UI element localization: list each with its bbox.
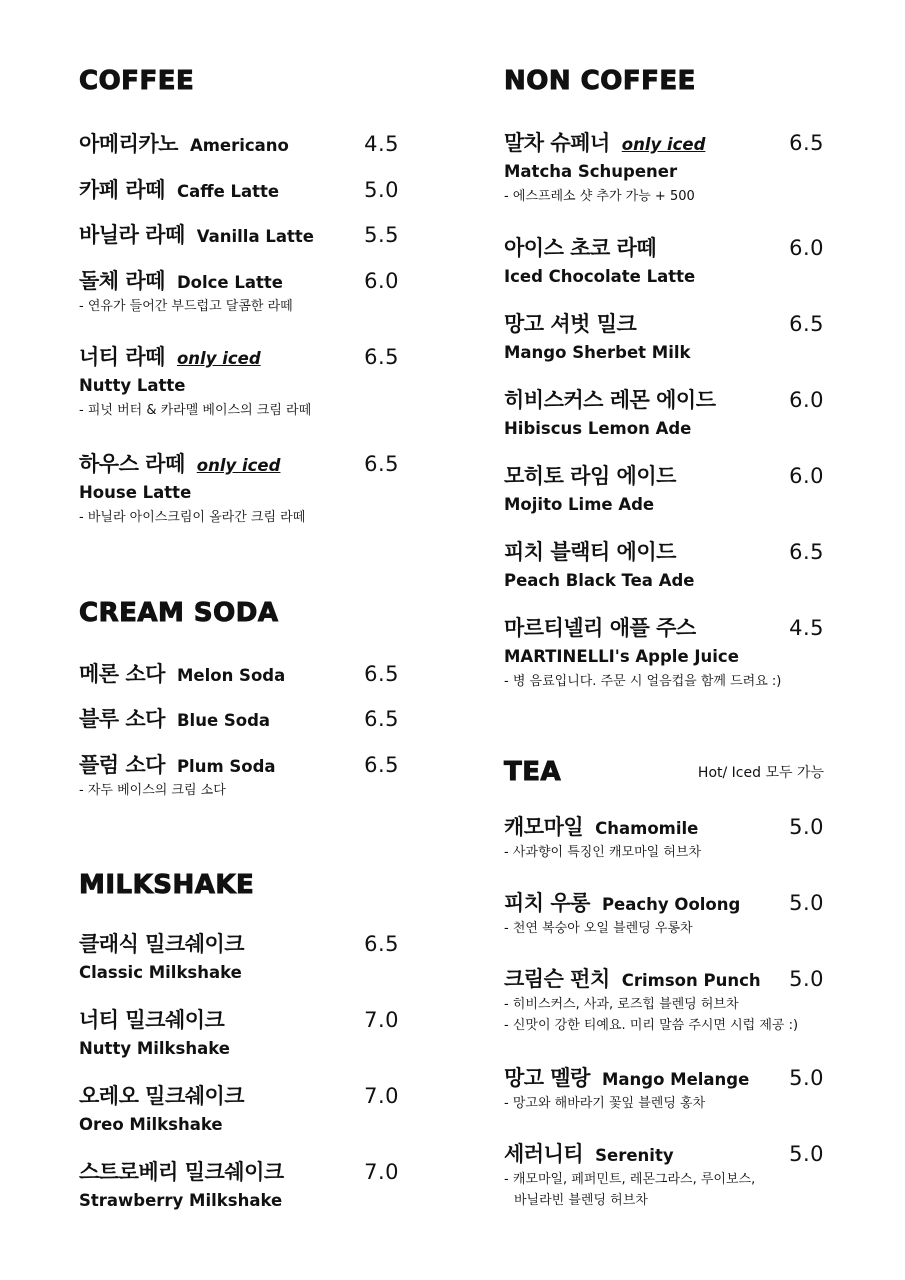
menu-item [79, 703, 409, 733]
menu-item [79, 1004, 409, 1058]
item-name-ko: 메론 소다 [79, 662, 165, 686]
item-name-ko: 망고 셔벗 밀크 [504, 312, 637, 336]
item-price: 6.5 [364, 932, 399, 956]
menu-item [79, 341, 409, 422]
item-description: - 히비스커스, 사과, 로즈힙 블렌딩 허브차 [504, 997, 739, 1012]
menu-item [504, 811, 834, 864]
item-price: 7.0 [364, 1084, 399, 1108]
item-price: 6.5 [789, 131, 824, 155]
section-non-coffee [504, 66, 834, 96]
item-name-en: House Latte [79, 483, 192, 502]
item-name-en: Oreo Milkshake [79, 1115, 223, 1134]
item-name-en: Serenity [595, 1146, 674, 1165]
item-name-ko: 피치 우롱 [504, 891, 590, 915]
only-iced-tag: only iced [621, 135, 706, 154]
item-price: 6.0 [789, 236, 824, 260]
item-description: - 사과향이 특징인 캐모마일 허브차 [504, 845, 702, 860]
item-name-en: Peachy Oolong [601, 895, 741, 914]
menu-item [504, 127, 834, 208]
menu-item [504, 308, 834, 362]
menu-item [79, 219, 409, 249]
menu-item [504, 384, 834, 438]
item-description: - 캐모마일, 페퍼민트, 레몬그라스, 루이보스, [504, 1172, 756, 1187]
item-name-en: Melon Soda [176, 666, 286, 685]
item-name-ko: 크림슨 펀치 [504, 967, 610, 991]
menu-item [79, 658, 409, 688]
item-price: 5.0 [364, 178, 399, 202]
section-title: COFFEE [79, 66, 195, 96]
item-price: 6.5 [364, 707, 399, 731]
item-name-ko: 망고 멜랑 [504, 1066, 590, 1090]
menu-item [504, 887, 834, 940]
section-tea [504, 757, 834, 787]
item-description: - 천연 복숭아 오일 블렌딩 우롱차 [504, 921, 693, 936]
item-price: 6.5 [364, 662, 399, 686]
item-name-ko: 아메리카노 [79, 132, 178, 156]
tea-note: Hot/ Iced 모두 가능 [697, 765, 824, 781]
only-iced-tag: only iced [196, 456, 281, 475]
item-name-ko: 블루 소다 [79, 707, 165, 731]
menu-item [504, 612, 834, 693]
item-description: 바닐라빈 블렌딩 허브차 [514, 1192, 648, 1208]
menu-item [504, 232, 834, 286]
item-name-en: Matcha Schupener [504, 162, 678, 181]
item-name-en: Vanilla Latte [196, 227, 314, 246]
item-description: - 바닐라 아이스크림이 올라간 크림 라떼 [79, 510, 306, 525]
item-price: 4.5 [789, 616, 824, 640]
item-price: 5.0 [789, 1142, 824, 1166]
item-name-en: Nutty Latte [79, 376, 186, 395]
item-price: 5.0 [789, 815, 824, 839]
menu-item [504, 963, 834, 1037]
item-description: - 에스프레소 샷 추가 가능 + 500 [504, 189, 695, 204]
item-name-en: Strawberry Milkshake [79, 1191, 283, 1210]
menu-item [79, 174, 409, 204]
section-milkshake [79, 870, 409, 900]
item-name-en: Plum Soda [176, 757, 276, 776]
section-title: TEA [504, 757, 562, 787]
item-name-ko: 스트로베리 밀크쉐이크 [79, 1160, 284, 1184]
item-description: - 신맛이 강한 티예요. 미리 말씀 주시면 시럽 제공 :) [504, 1017, 799, 1033]
item-name-en: Mango Sherbet Milk [504, 343, 691, 362]
item-price: 6.0 [789, 388, 824, 412]
menu-item [79, 1156, 409, 1210]
item-name-en: Mojito Lime Ade [504, 495, 655, 514]
section-title: NON COFFEE [504, 66, 696, 96]
item-price: 6.5 [364, 452, 399, 476]
menu-item [79, 448, 409, 529]
item-name-ko: 바닐라 라떼 [79, 223, 185, 247]
item-name-ko: 히비스커스 레몬 에이드 [504, 388, 716, 412]
menu-item [79, 749, 409, 802]
only-iced-tag: only iced [176, 349, 261, 368]
item-name-ko: 플럼 소다 [79, 753, 165, 777]
menu-item [79, 1080, 409, 1134]
menu-item [79, 928, 409, 982]
item-name-en: Hibiscus Lemon Ade [504, 419, 692, 438]
item-price: 5.0 [789, 967, 824, 991]
item-name-en: Dolce Latte [176, 273, 283, 292]
item-name-en: Mango Melange [601, 1070, 750, 1089]
item-name-ko: 오레오 밀크쉐이크 [79, 1084, 245, 1108]
item-name-ko: 돌체 라떼 [79, 269, 165, 293]
menu-item [504, 460, 834, 514]
menu-item [504, 536, 834, 590]
section-title: MILKSHAKE [79, 870, 255, 900]
item-price: 6.5 [364, 753, 399, 777]
item-description: - 피넛 버터 & 카라멜 베이스의 크림 라떼 [79, 403, 312, 418]
item-name-ko: 카페 라떼 [79, 178, 165, 202]
section-title: CREAM SODA [79, 598, 279, 628]
item-price: 6.0 [789, 464, 824, 488]
item-name-en: MARTINELLI's Apple Juice [504, 647, 739, 666]
item-price: 6.0 [364, 269, 399, 293]
menu-item [504, 1138, 834, 1212]
section-coffee [79, 66, 409, 96]
item-name-en: Americano [189, 136, 289, 155]
item-name-ko: 피치 블랙티 에이드 [504, 540, 676, 564]
item-name-en: Crimson Punch [621, 971, 761, 990]
item-price: 7.0 [364, 1008, 399, 1032]
item-name-en: Chamomile [595, 819, 699, 838]
item-price: 5.0 [789, 891, 824, 915]
item-name-ko: 클래식 밀크쉐이크 [79, 932, 245, 956]
item-name-ko: 아이스 초코 라떼 [504, 236, 657, 260]
item-name-ko: 너티 라떼 [79, 345, 165, 369]
item-price: 6.5 [789, 540, 824, 564]
item-price: 6.5 [364, 345, 399, 369]
item-description: - 병 음료입니다. 주문 시 얼음컵을 함께 드려요 :) [504, 674, 782, 689]
item-price: 6.5 [789, 312, 824, 336]
item-name-en: Peach Black Tea Ade [504, 571, 695, 590]
item-price: 5.0 [789, 1066, 824, 1090]
item-price: 4.5 [364, 132, 399, 156]
menu-item [79, 128, 409, 158]
item-description: - 망고와 해바라기 꽃잎 블렌딩 홍차 [504, 1096, 706, 1111]
item-name-en: Classic Milkshake [79, 963, 242, 982]
item-name-en: Caffe Latte [176, 182, 280, 201]
item-name-en: Blue Soda [176, 711, 271, 730]
item-name-ko: 너티 밀크쉐이크 [79, 1008, 225, 1032]
item-name-ko: 모히토 라임 에이드 [504, 464, 676, 488]
menu-item [79, 265, 409, 318]
item-name-ko: 마르티넬리 애플 주스 [504, 616, 696, 640]
item-name-en: Iced Chocolate Latte [504, 267, 696, 286]
item-name-ko: 하우스 라떼 [79, 452, 185, 476]
item-price: 7.0 [364, 1160, 399, 1184]
item-description: - 연유가 들어간 부드럽고 달콤한 라떼 [79, 299, 293, 314]
item-name-en: Nutty Milkshake [79, 1039, 230, 1058]
item-name-ko: 말차 슈페너 [504, 131, 610, 155]
item-name-ko: 캐모마일 [504, 815, 584, 839]
item-price: 5.5 [364, 223, 399, 247]
item-description: - 자두 베이스의 크림 소다 [79, 783, 226, 798]
menu-item [504, 1062, 834, 1115]
item-name-ko: 세러니티 [504, 1142, 584, 1166]
section-cream-soda [79, 598, 409, 628]
